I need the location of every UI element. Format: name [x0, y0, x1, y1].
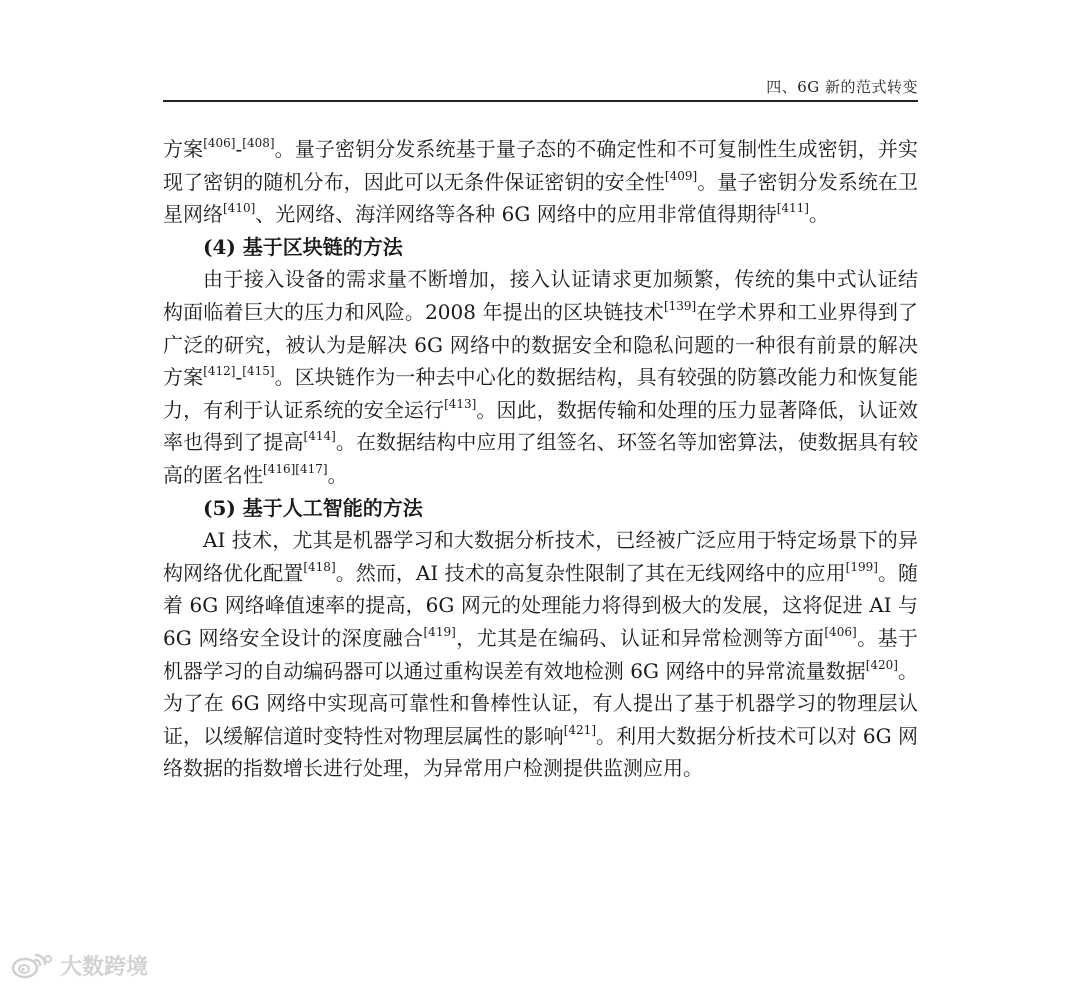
- citation-ref: [410]: [223, 201, 256, 216]
- body-paragraph: [163, 263, 918, 491]
- text-run: 。然而，AI 技术的高复杂性限制了其在无线网络中的应用: [335, 560, 846, 585]
- text-run: 。: [808, 202, 829, 227]
- citation-ref: [417]: [295, 461, 328, 476]
- text-run: 。基于机器学习的自动编码器可以通过重构误差有效地检测 6G 网络中的异常流量数据: [163, 625, 919, 683]
- citation-ref: [409]: [664, 168, 698, 183]
- body-paragraph: [163, 133, 918, 231]
- text-run: 。: [327, 462, 348, 487]
- citation-ref: [411]: [776, 201, 809, 216]
- citation-ref: [406]: [824, 624, 857, 639]
- text-run: 、光网络、海洋网络等各种 6G 网络中的应用非常值得期待: [255, 202, 777, 227]
- text-run: 。在数据结构中应用了组签名、环签名等加密算法，使数据具有较高的匿名性: [163, 430, 919, 487]
- text-run: 。区块链作为一种去中心化的数据结构，具有较强的防篡改能力和恢复能力，有利于认证系统的安全运行: [163, 365, 919, 422]
- citation-ref: [413]: [444, 396, 477, 411]
- weibo-logo-icon: [10, 950, 54, 980]
- text-run: 。为了在 6G 网络中实现高可靠性和鲁棒性认证，有人提出了基于机器学习的物理层认证，以缓解信道时变特性对物理层属性的影响: [163, 658, 919, 748]
- citation-ref: [199]: [845, 559, 878, 574]
- citation-ref: [412]: [203, 364, 236, 379]
- running-header: [163, 70, 918, 100]
- page-body: [163, 133, 918, 785]
- citation-ref: [416]: [263, 461, 296, 476]
- section-heading: [163, 231, 918, 264]
- header-rule: [163, 100, 918, 102]
- citation-ref: [418]: [303, 559, 336, 574]
- citation-ref: [419]: [423, 624, 456, 639]
- section-heading: [163, 492, 918, 525]
- text-run: 。量子密钥分发系统在卫星网络: [163, 169, 919, 227]
- text-run: ，尤其是在编码、认证和异常检测等方面: [455, 625, 825, 650]
- citation-ref: [414]: [303, 429, 336, 444]
- text-run: 方案: [163, 137, 204, 161]
- citation-ref: [139]: [663, 298, 697, 313]
- citation-ref: [421]: [563, 722, 597, 737]
- running-header-title: 四、6G 新的范式转变: [766, 78, 918, 96]
- text-run: -: [235, 137, 243, 161]
- text-run: (4) 基于区块链的方法: [203, 234, 403, 259]
- text-run: -: [235, 365, 243, 390]
- text-run: 。随着 6G 网络峰值速率的提高，6G 网元的处理能力将得到极大的发展，这将促进 AI 与 6G 网络安全设计的深度融合: [163, 560, 919, 650]
- watermark: [10, 948, 148, 982]
- citation-ref: [408]: [242, 136, 275, 150]
- text-run: 由于接入设备的需求量不断增加，接入认证请求更加频繁，传统的集中式认证结构面临着巨大的压力和风险。2008 年提出的区块链技术: [163, 267, 918, 324]
- text-run: 。利用大数据分析技术可以对 6G 网络数据的指数增长进行处理，为异常用户检测提供监测应用。: [163, 723, 919, 781]
- body-paragraph: [163, 524, 918, 785]
- text-run: AI 技术，尤其是机器学习和大数据分析技术，已经被广泛应用于特定场景下的异构网络优化配置: [163, 528, 918, 585]
- text-run: 在学术界和工业界得到了广泛的研究，被认为是解决 6G 网络中的数据安全和隐私问题的一种很有前景的解决方案: [163, 299, 918, 390]
- citation-ref: [420]: [865, 657, 898, 672]
- text-run: 。量子密钥分发系统基于量子态的不确定性和不可复制性生成密钥，并实现了密钥的随机分布，因此可以无条件保证密钥的安全性: [163, 137, 919, 194]
- citation-ref: [406]: [203, 136, 236, 150]
- text-run: 。因此，数据传输和处理的压力显著降低，认证效率也得到了提高: [163, 397, 919, 455]
- watermark-text: 大数跨境: [60, 954, 149, 980]
- text-run: (5) 基于人工智能的方法: [203, 495, 423, 520]
- citation-ref: [415]: [242, 364, 275, 379]
